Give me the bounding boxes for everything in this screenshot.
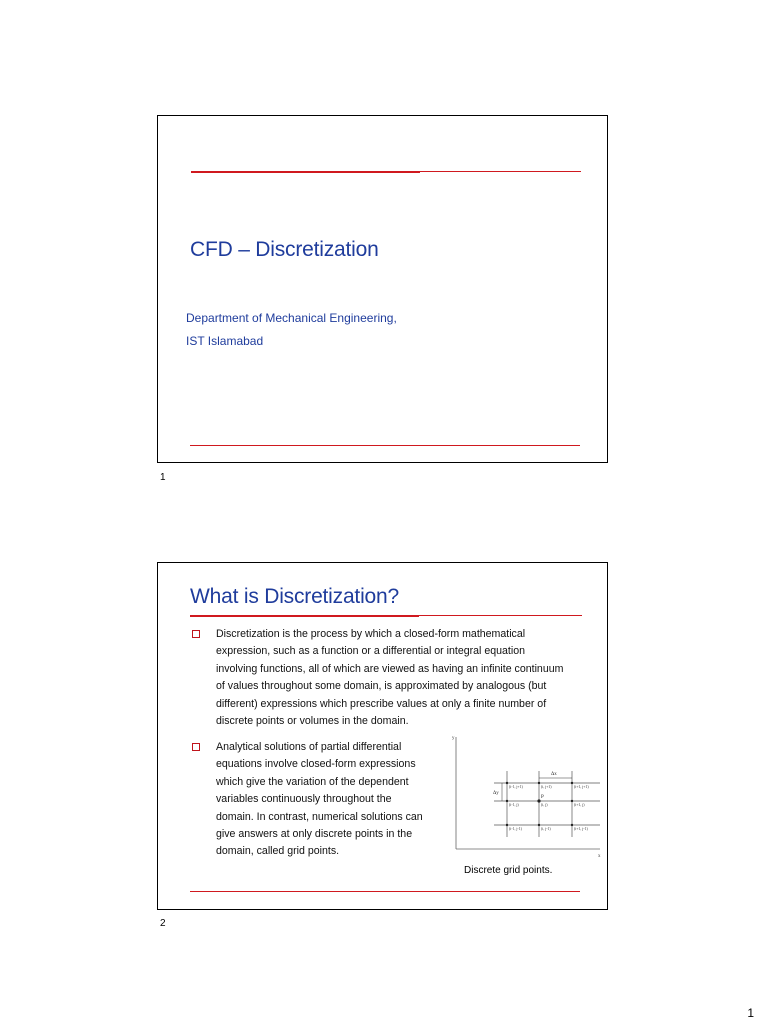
text-line: Analytical solutions of partial differential — [216, 741, 402, 753]
node-label: (i-1, j+1) — [509, 785, 523, 789]
text-line: domain. In contrast, numerical solutions can — [216, 810, 423, 823]
dy-label: Δy — [493, 791, 499, 796]
slide-1 — [157, 115, 608, 463]
x-axis-label: x — [598, 854, 601, 859]
slide-2 — [157, 562, 608, 910]
figure-caption: Discrete grid points. — [464, 865, 553, 876]
text-line: equations involve closed-form expressions — [216, 758, 416, 771]
point-p-label: P — [541, 795, 544, 800]
text-line: expression, such as a function or a differential or integral equation — [216, 645, 525, 658]
node-label: (i-1, j) — [509, 803, 519, 807]
slide-1-number: 1 — [160, 472, 166, 483]
bullet-square-icon — [192, 743, 200, 751]
top-rule-thick — [191, 171, 420, 173]
bullet-square-icon — [192, 630, 200, 638]
dx-label: Δx — [551, 772, 557, 777]
node-label: (i+1, j) — [574, 803, 585, 807]
bullet-1-text — [216, 626, 596, 730]
bullet-2-text — [216, 739, 456, 861]
text-line: involving functions, all of which are viewed as having an infinite continuum — [216, 662, 564, 675]
text-line: different) expressions which prescribe values at only a finite number of — [216, 697, 547, 710]
department-line: Department of Mechanical Engineering, — [186, 311, 397, 325]
node-label: (i, j+1) — [541, 785, 552, 789]
institute-line: IST Islamabad — [186, 334, 264, 348]
slide-2-number: 2 — [160, 918, 166, 929]
node-label: (i+1, j+1) — [574, 785, 589, 789]
text-line: discrete points or volumes in the domain. — [216, 715, 409, 728]
bottom-rule — [190, 891, 580, 892]
node-label: (i+1, j-1) — [574, 827, 588, 831]
slide-title: CFD – Discretization — [190, 238, 379, 261]
text-line: give answers at only discrete points in the — [216, 828, 413, 841]
grid-points-figure — [450, 733, 602, 863]
bottom-rule — [190, 445, 580, 446]
text-line: variables continuously throughout the — [216, 793, 392, 806]
text-line: of values throughout some domain, is approximated by analogous (but — [216, 680, 547, 693]
title-rule-thick — [190, 615, 419, 617]
y-axis-label: y — [452, 736, 455, 741]
text-line: Discretization is the process by which a closed-form mathematical — [216, 628, 526, 640]
node-label: (i, j) — [541, 803, 548, 807]
node-label: (i, j-1) — [541, 827, 551, 831]
text-line: domain, called grid points. — [216, 845, 340, 858]
node-label: (i-1, j-1) — [509, 827, 522, 831]
slide-title: What is Discretization? — [190, 585, 399, 608]
page-number: 1 — [747, 1006, 754, 1020]
text-line: which give the variation of the dependent — [216, 775, 409, 788]
